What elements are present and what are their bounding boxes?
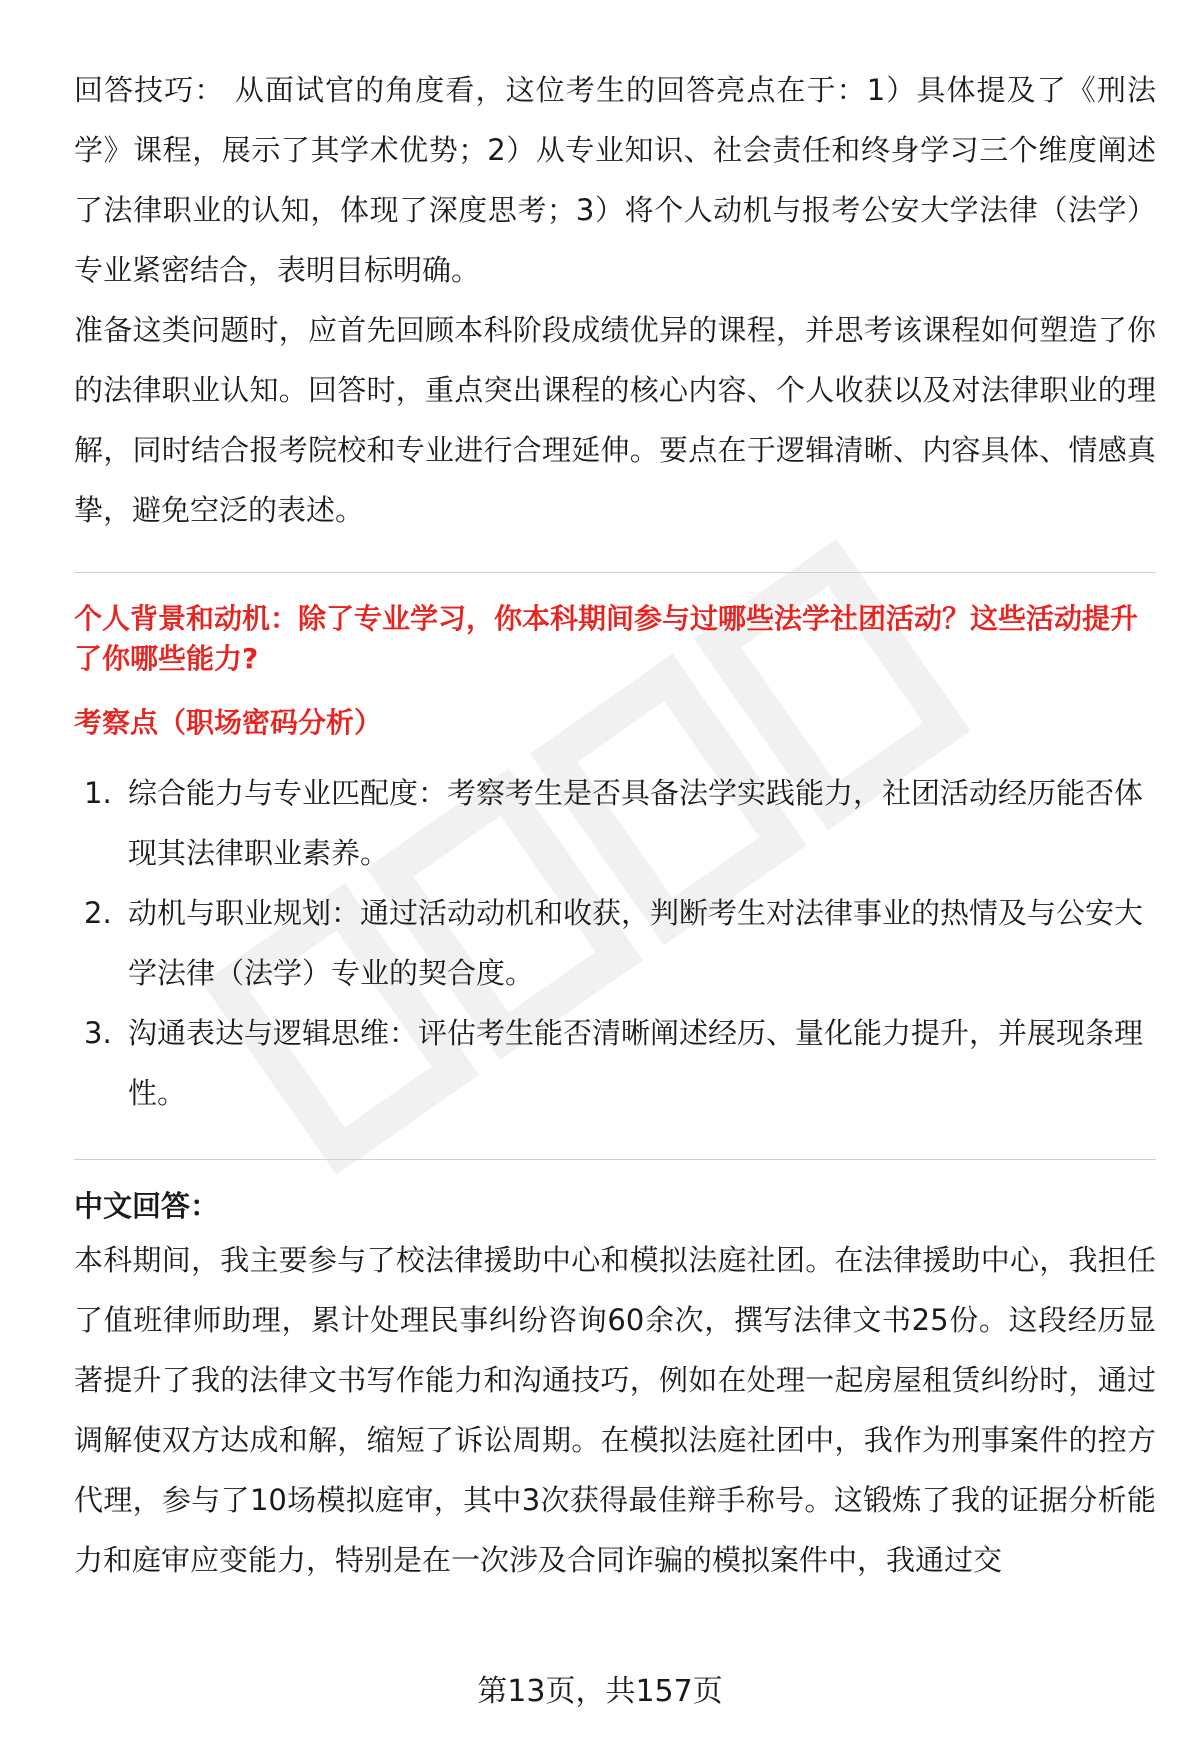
page-content — [74, 60, 1156, 1590]
list-item-number: 2. — [84, 896, 112, 930]
list-item — [74, 1003, 1156, 1123]
list-item-text: 动机与职业规划：通过活动动机和收获，判断考生对法律事业的热情及与公安大学法律（法学）专业的契合度。 — [128, 896, 1144, 990]
list-item-text: 沟通表达与逻辑思维：评估考生能否清晰阐述经历、量化能力提升，并展现条理性。 — [128, 1016, 1144, 1110]
list-item — [74, 763, 1156, 883]
answer-heading: 中文回答： — [74, 1189, 220, 1223]
answer-body: 本科期间，我主要参与了校法律援助中心和模拟法庭社团。在法律援助中心，我担任了值班律师助理，累计处理民事纠纷咨询60余次，撰写法律文书25份。这段经历显著提升了我的法律文书写作能力和沟通技巧，例如在处理一起房屋租赁纠纷时，通过调解使双方达成和解，缩短了诉讼周期。在模拟法庭社团中，我作为刑事案件的控方代理，参与了10场模拟庭审，其中3次获得最佳辩手称号。这锻炼了我的证据分析能力和庭审应变能力，特别是在一次涉及合同诈骗的模拟案件中，我通过交 — [74, 1243, 1156, 1577]
assessment-points-heading: 考察点（职场密码分析） — [74, 706, 383, 739]
page-number: 第13页，共157页 — [477, 1674, 723, 1709]
list-item — [74, 883, 1156, 1003]
list-item-text: 综合能力与专业匹配度：考察考生是否具备法学实践能力，社团活动经历能否体现其法律职业素养。 — [128, 776, 1144, 870]
list-item-number: 1. — [84, 776, 112, 810]
assessment-points-list — [74, 763, 1156, 1123]
preparation-advice-paragraph: 准备这类问题时，应首先回顾本科阶段成绩优异的课程，并思考该课程如何塑造了你的法律职业认知。回答时，重点突出课程的核心内容、个人收获以及对法律职业的理解，同时结合报考院校和专业进行合理延伸。要点在于逻辑清晰、内容具体、情感真挚，避免空泛的表述。 — [74, 313, 1156, 527]
answer-tips-paragraph: 回答技巧： 从面试官的角度看，这位考生的回答亮点在于：1）具体提及了《刑法学》课程，展示了其学术优势；2）从专业知识、社会责任和终身学习三个维度阐述了法律职业的认知，体现了深度思考；3）将个人动机与报考公安大学法律（法学）专业紧密结合，表明目标明确。 — [74, 73, 1156, 287]
list-item-number: 3. — [84, 1016, 112, 1050]
question-title: 个人背景和动机：除了专业学习，你本科期间参与过哪些法学社团活动？这些活动提升了你哪些能力? — [74, 602, 1139, 675]
